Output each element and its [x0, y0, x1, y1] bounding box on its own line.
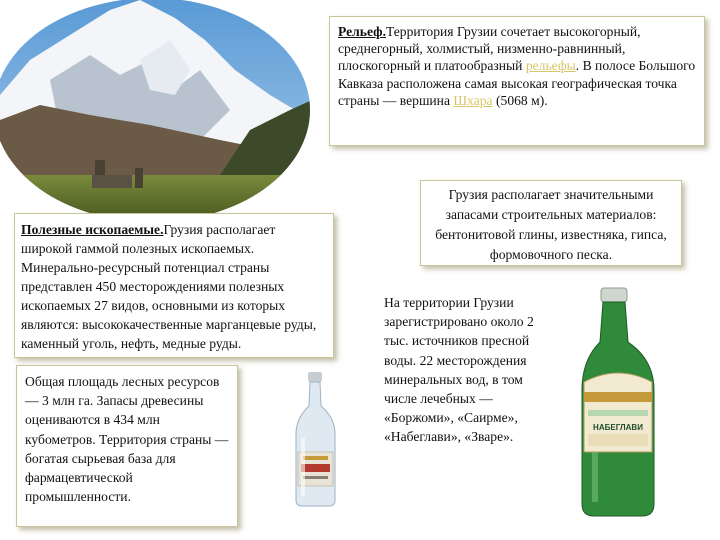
- mineral-water-text: [384, 293, 552, 447]
- building-materials-text: Грузия располагает значительными запасами строительных материалов: бентонитовой глины, известняка, гипса, формовочного песка.: [435, 187, 667, 262]
- relief-text-1: Территория Грузии сочетает высокогорный, среднегорный, холмистый, низменно-равнинный, плоскогорный и платообразный: [338, 24, 641, 74]
- bottle-label-text: НАБЕГЛАВИ: [593, 423, 643, 432]
- relief-text-3: (5068 м).: [492, 92, 548, 108]
- relief-box: [329, 16, 705, 146]
- relief-text-2: . В полосе Большого Кавказа расположена самая высокая географическая точка страны — вершина: [338, 58, 696, 108]
- mountain-photo: [0, 0, 312, 215]
- building-materials-box: [420, 180, 682, 266]
- forest-box: [16, 365, 238, 527]
- minerals-heading: Полезные ископаемые.: [21, 222, 164, 237]
- relief-heading: Рельеф.: [338, 24, 386, 39]
- clear-bottle-photo: [283, 368, 348, 508]
- green-bottle-photo: [568, 282, 668, 522]
- minerals-text: Грузия располагает широкой гаммой полезных ископаемых. Минерально-ресурсный потенциал страны представлен 450 месторождениями полезных ископаемых 27 видов, основными из которых являются: высококачественные марганцевые руды, каменный уголь, нефть, медные руды.: [21, 222, 317, 351]
- mineral-water-text-content: На территории Грузии зарегистрировано около 2 тыс. источников пресной воды. 22 месторождения минеральных вод, в том числе лечебных — «Боржоми», «Саирме», «Набеглави», «Зваре».: [384, 295, 534, 445]
- clear-bottle-svg: [283, 368, 348, 508]
- minerals-box: [14, 213, 334, 358]
- shkhara-link[interactable]: Шхара: [453, 92, 493, 108]
- green-bottle-svg: [568, 282, 668, 522]
- mountain-photo-svg: [0, 0, 312, 215]
- forest-text: Общая площадь лесных ресурсов — 3 млн га. Запасы древесины оцениваются в 434 млн кубометров. Территория страны — богатая сырьевая база для фармацевтической промышленности.: [25, 374, 229, 505]
- relief-link[interactable]: рельефы: [525, 58, 576, 74]
